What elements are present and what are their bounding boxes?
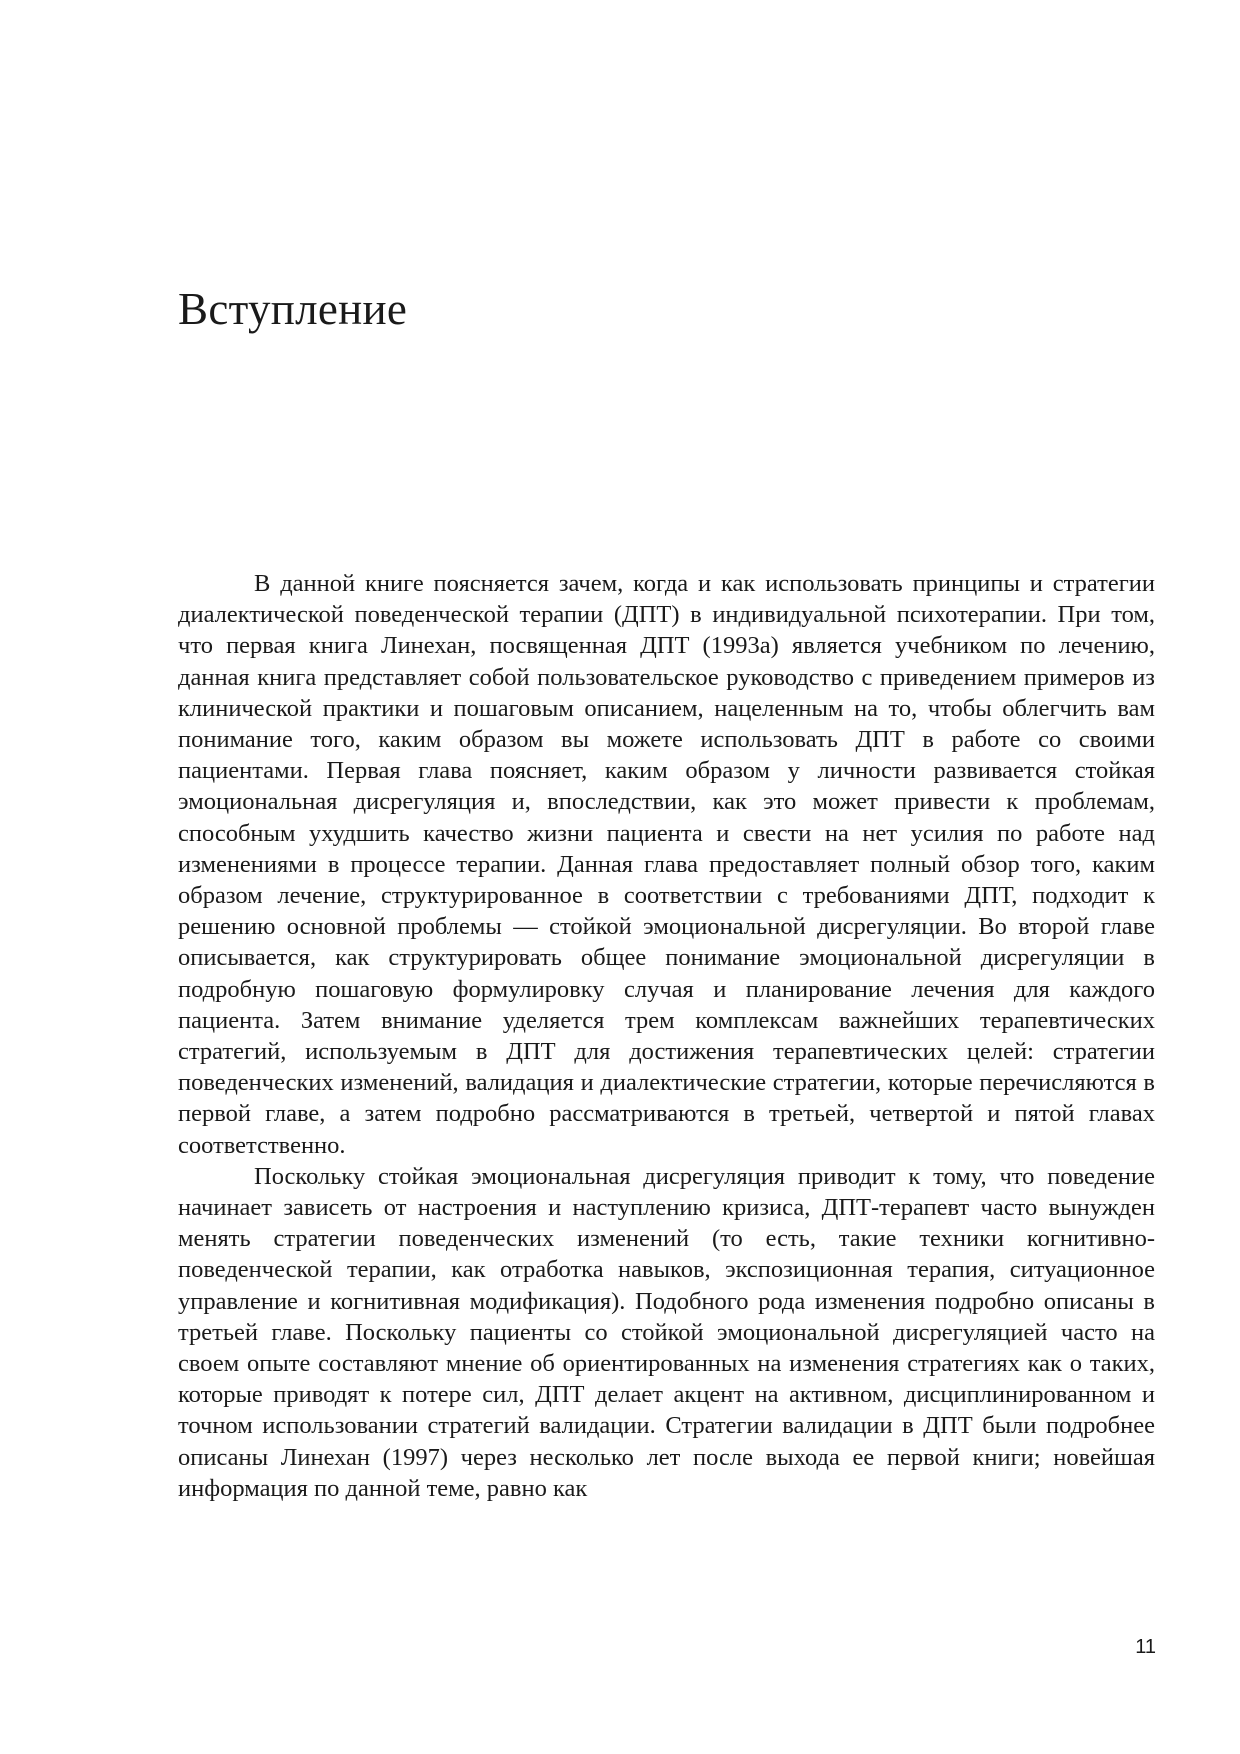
paragraph-2: Поскольку стойкая эмоциональная дисрегуляция приводит к тому, что поведение начинает зависеть от настроения и наступлению кризиса, ДПТ-терапевт часто вынужден менять стратегии поведенческих изменений (то есть, такие техники когнитивно-поведенческой терапии, как отработка навыков, экспозиционная терапия, ситуационное управление и когнитивная модификация). Подобного рода изменения подробно описаны в третьей главе. Поскольку пациенты со стойкой эмоциональной дисрегуляцией часто на своем опыте составляют мнение об ориентированных на изменения стратегиях как о таких, которые приводят к потере сил, ДПТ делает акцент на активном, дисциплинированном и точном использовании стратегий валидации. Стратегии валидации в ДПТ были подробнее описаны Линехан (1997) через несколько лет после выхода ее первой книги; новейшая информация по данной теме, равно как bbox=[178, 1162, 1155, 1502]
paragraph-1: В данной книге поясняется зачем, когда и как использовать принципы и стратегии диалектической поведенческой терапии (ДПТ) в индивидуальной психотерапии. При том, что первая книга Линехан, посвященная ДПТ (1993а) является учебником по лечению, данная книга представляет собой пользовательское руководство с приведением примеров из клинической практики и пошаговым описанием, нацеленным на то, чтобы облегчить вам понимание того, каким образом вы можете использовать ДПТ в работе со своими пациентами. Первая глава поясняет, каким образом у личности развивается стойкая эмоциональная дисрегуляция и, впоследствии, как это может привести к проблемам, способным ухудшить качество жизни пациента и свести на нет усилия по работе над изменениями в процессе терапии. Данная глава предоставляет полный обзор того, каким образом лечение, структурированное в соответствии с требованиями ДПТ, подходит к решению основной проблемы — стойкой эмоциональной дисрегуляции. Во второй главе описывается, как структурировать общее понимание эмоциональной дисрегуляции в подробную пошаговую формулировку случая и планирование лечения для каждого пациента. Затем внимание уделяется трем комплексам важнейших терапевтических стратегий, используемым в ДПТ для достижения терапевтических целей: стратегии поведенческих изменений, валидация и диалектические стратегии, которые перечисляются в первой главе, а затем подробно рассматриваются в третьей, четвертой и пятой главах соответственно. bbox=[178, 570, 1155, 1159]
page-number: 11 bbox=[1135, 1636, 1156, 1658]
chapter-title: Вступление bbox=[178, 284, 408, 334]
body-text bbox=[178, 568, 1155, 1504]
